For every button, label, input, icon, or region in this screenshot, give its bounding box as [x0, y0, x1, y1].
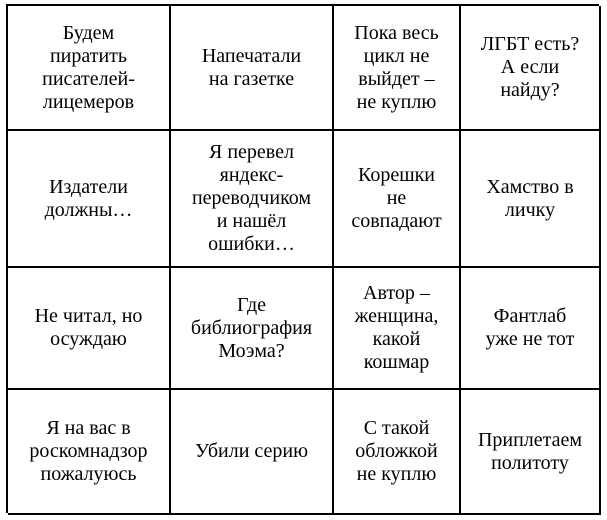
- bingo-cell-text: Я перевел яндекс- переводчиком и нашёл ошибки…: [191, 141, 312, 255]
- bingo-cell-text: Корешки не совпадают: [351, 164, 442, 232]
- bingo-cell-r4-c4: [461, 390, 601, 515]
- bingo-cell-r4-c3: [334, 390, 461, 515]
- bingo-cell-text: Приплетаем политоту: [477, 428, 583, 474]
- bingo-cell-r1-c4: [461, 6, 601, 131]
- bingo-cell-text: Пока весь цикл не выйдет – не куплю: [354, 21, 439, 113]
- bingo-cell-r4-c2: [171, 390, 334, 515]
- bingo-cell-r1-c3: [334, 6, 461, 131]
- bingo-cell-text: Я на вас в роскомнадзор пожалуюсь: [29, 417, 148, 485]
- bingo-cell-text: Будем пиратить писателей- лицемеров: [42, 21, 135, 113]
- bingo-cell-r2-c4: [461, 131, 601, 268]
- bingo-cell-r2-c3: [334, 131, 461, 268]
- bingo-cell-text: Фантлаб уже не тот: [485, 305, 575, 350]
- bingo-cell-r2-c2: [171, 131, 334, 268]
- bingo-cell-text: Автор – женщина, какой кошмар: [354, 282, 439, 373]
- bingo-cell-r1-c1: [8, 6, 171, 131]
- bingo-cell-text: Хамство в личку: [486, 175, 574, 221]
- bingo-cell-r3-c2: [171, 268, 334, 390]
- bingo-cell-text: С такой обложкой не куплю: [355, 417, 438, 485]
- bingo-cell-r3-c1: [8, 268, 171, 390]
- bingo-cell-text: Напечатали на газетке: [201, 44, 302, 90]
- bingo-cell-r3-c4: [461, 268, 601, 390]
- bingo-cell-r3-c3: [334, 268, 461, 390]
- bingo-cell-r2-c1: [8, 131, 171, 268]
- bingo-cell-text: Не читал, но осуждаю: [34, 305, 143, 350]
- bingo-cell-text: Где библиография Моэма?: [190, 293, 313, 362]
- bingo-cell-text: Издатели должны…: [44, 175, 133, 221]
- bingo-cell-text: ЛГБТ есть? А если найду?: [480, 33, 580, 101]
- bingo-cell-r1-c2: [171, 6, 334, 131]
- bingo-grid: [6, 4, 599, 513]
- bingo-cell-r4-c1: [8, 390, 171, 515]
- bingo-cell-text: Убили серию: [194, 440, 309, 462]
